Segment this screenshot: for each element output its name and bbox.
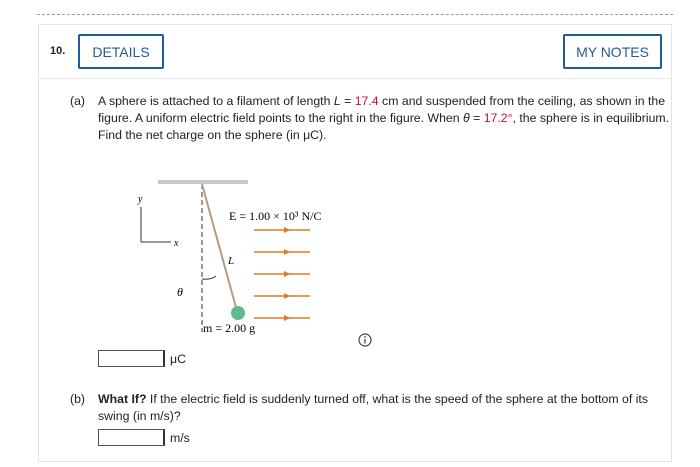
info-circle-icon[interactable] xyxy=(358,333,372,347)
part-a-eq-1: = xyxy=(340,94,355,108)
part-a-text-3: , the sphere is in equilibrium. Find the net charge on the sphere (in μC). xyxy=(98,111,670,142)
part-a-label: (a) xyxy=(70,94,86,108)
question-number: 10. xyxy=(50,45,66,57)
field-label: E = 1.00 × 10³ N/C xyxy=(229,209,322,223)
angle-value: 17.2° xyxy=(483,111,513,125)
part-a-text-2: cm and suspended from the ceiling, as shown in the figure. A uniform electric field points to the right in the figure. When xyxy=(98,94,666,125)
pendulum-diagram xyxy=(125,180,365,340)
sphere xyxy=(231,306,245,320)
part-b-label: (b) xyxy=(70,392,86,406)
angle-label: θ xyxy=(177,285,183,299)
part-a-answer-input[interactable] xyxy=(98,350,165,367)
what-if-lead: What If? xyxy=(98,392,147,406)
part-a-text-1: A sphere is attached to a filament of length xyxy=(98,94,334,108)
mass-label: m = 2.00 g xyxy=(203,321,256,335)
header-rule xyxy=(38,78,672,79)
ceiling xyxy=(158,180,248,184)
axis-x-label: x xyxy=(174,238,179,249)
axis-y-label: y xyxy=(138,194,143,205)
part-b-unit: m/s xyxy=(170,430,190,445)
part-b-text: If the electric field is suddenly turned off, what is the speed of the sphere at the bottom of its swing (in m/s)? xyxy=(98,392,649,423)
length-variable: L xyxy=(333,94,341,108)
part-b-prompt xyxy=(98,391,673,425)
part-a-answer-row xyxy=(98,350,186,367)
axes-icon xyxy=(137,194,179,249)
part-b-answer-input[interactable] xyxy=(98,429,165,446)
pendulum-figure xyxy=(125,180,365,345)
part-a-eq-2: = xyxy=(469,111,484,125)
part-b-answer-row xyxy=(98,429,190,446)
details-button[interactable]: DETAILS xyxy=(78,34,164,69)
angle-variable: θ xyxy=(463,111,470,125)
length-label: L xyxy=(228,255,235,267)
filament xyxy=(202,184,237,311)
field-arrows xyxy=(254,227,310,321)
part-a-unit: μC xyxy=(170,351,186,366)
my-notes-button[interactable]: MY NOTES xyxy=(563,34,662,69)
top-divider xyxy=(37,14,673,15)
length-value: 17.4 xyxy=(354,94,379,108)
angle-arc xyxy=(202,276,216,279)
part-a-prompt xyxy=(98,93,673,144)
